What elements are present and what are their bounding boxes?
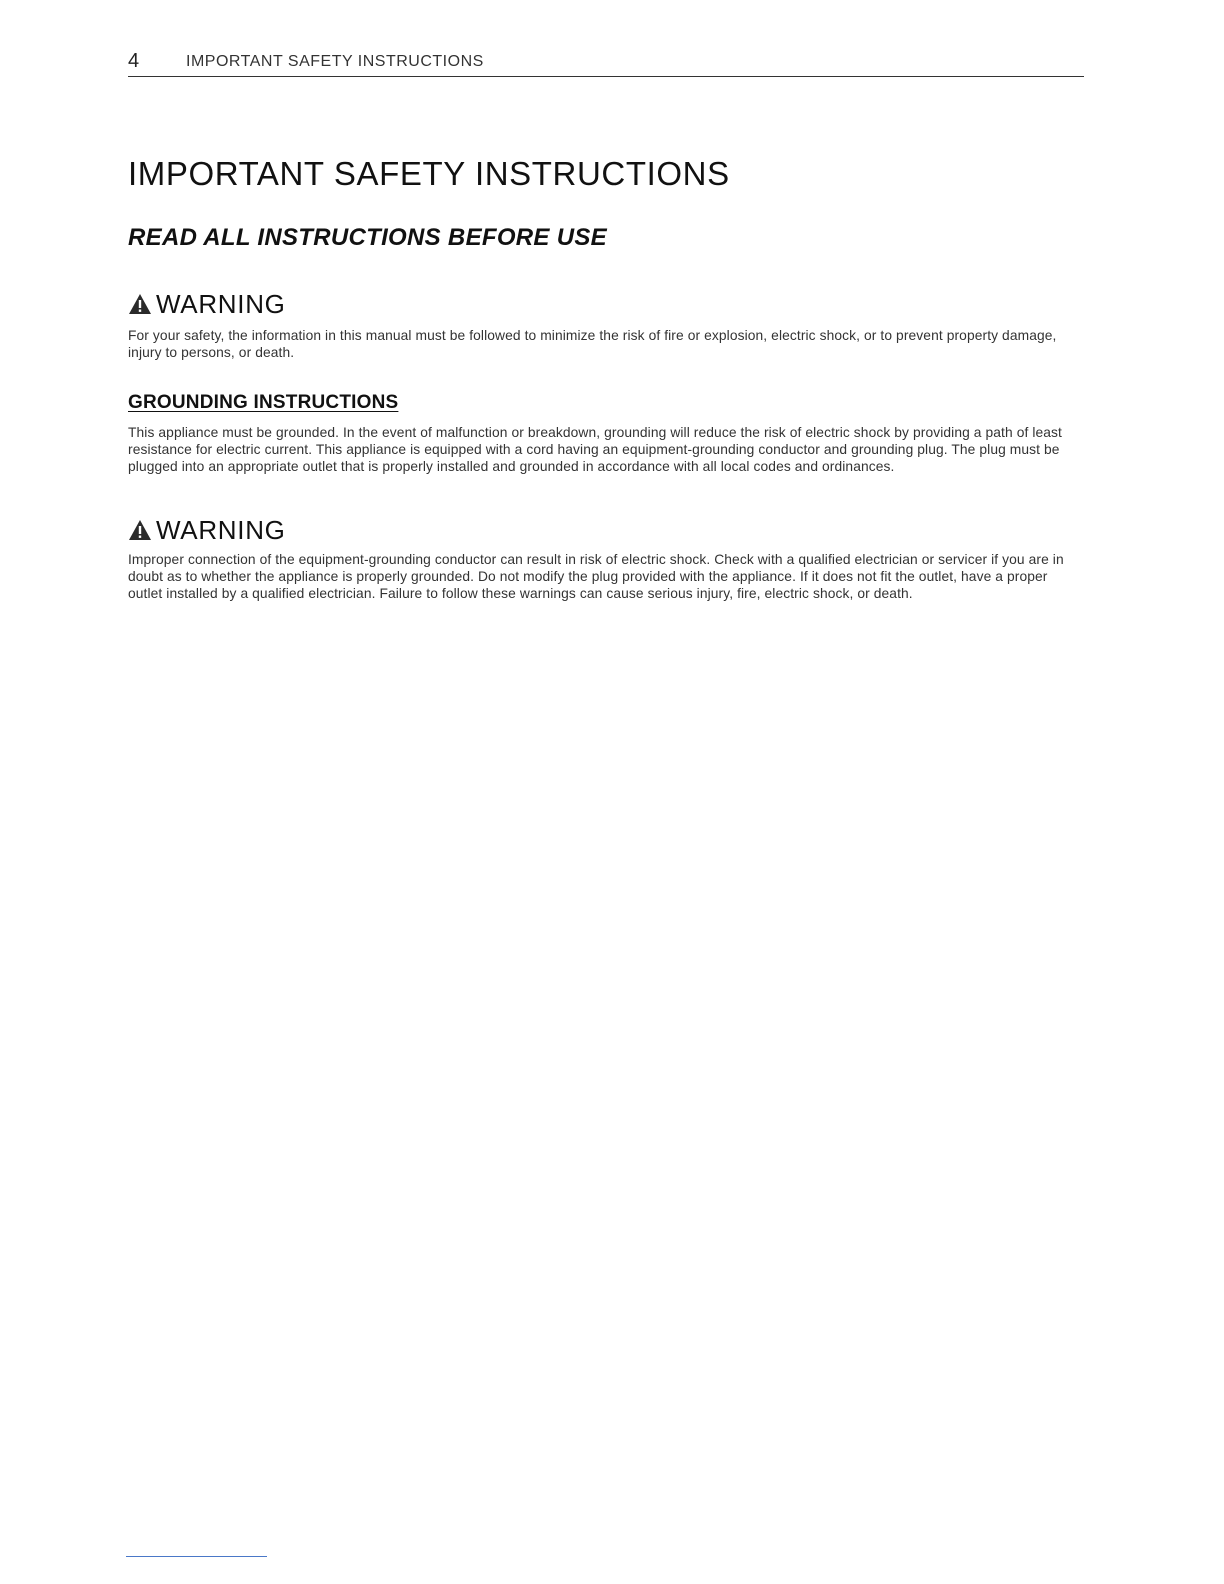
grounding-text: This appliance must be grounded. In the event of malfunction or breakdown, grounding will reduce the risk of electric shock by providing a path of least resistance for electric current. This appliance is equipped with a cord having an equipment-grounding conductor and grounding plug. The plug must be plugged into an appropriate outlet that is properly installed and grounded in accordance with all local codes and ordinances. [128, 425, 1062, 474]
warning-label-2: WARNING [156, 515, 286, 545]
page-title: IMPORTANT SAFETY INSTRUCTIONS [128, 155, 730, 192]
footnote-rule [126, 1556, 267, 1557]
warning-triangle-icon [128, 519, 152, 541]
page-subtitle: READ ALL INSTRUCTIONS BEFORE USE [128, 224, 607, 251]
warning-label-1: WARNING [156, 289, 286, 319]
page-header [128, 50, 1084, 77]
running-title: IMPORTANT SAFETY INSTRUCTIONS [186, 53, 484, 70]
page-number: 4 [128, 50, 140, 72]
warning-heading-1 [128, 288, 286, 320]
warning-text-2: Improper connection of the equipment-grounding conductor can result in risk of electric shock. Check with a qualified electrician or servicer if you are in doubt as to whether the appliance is properly grounded. Do not modify the plug provided with the appliance. If it does not fit the outlet, have a proper outlet installed by a qualified electrician. Failure to follow these warnings can cause serious injury, fire, electric shock, or death. [128, 552, 1064, 601]
warning-text-1: For your safety, the information in this manual must be followed to minimize the risk of fire or explosion, electric shock, or to prevent property damage, injury to persons, or death. [128, 328, 1057, 360]
warning-triangle-icon [128, 293, 152, 315]
warning-heading-2 [128, 514, 286, 546]
grounding-heading: GROUNDING INSTRUCTIONS [128, 392, 399, 413]
